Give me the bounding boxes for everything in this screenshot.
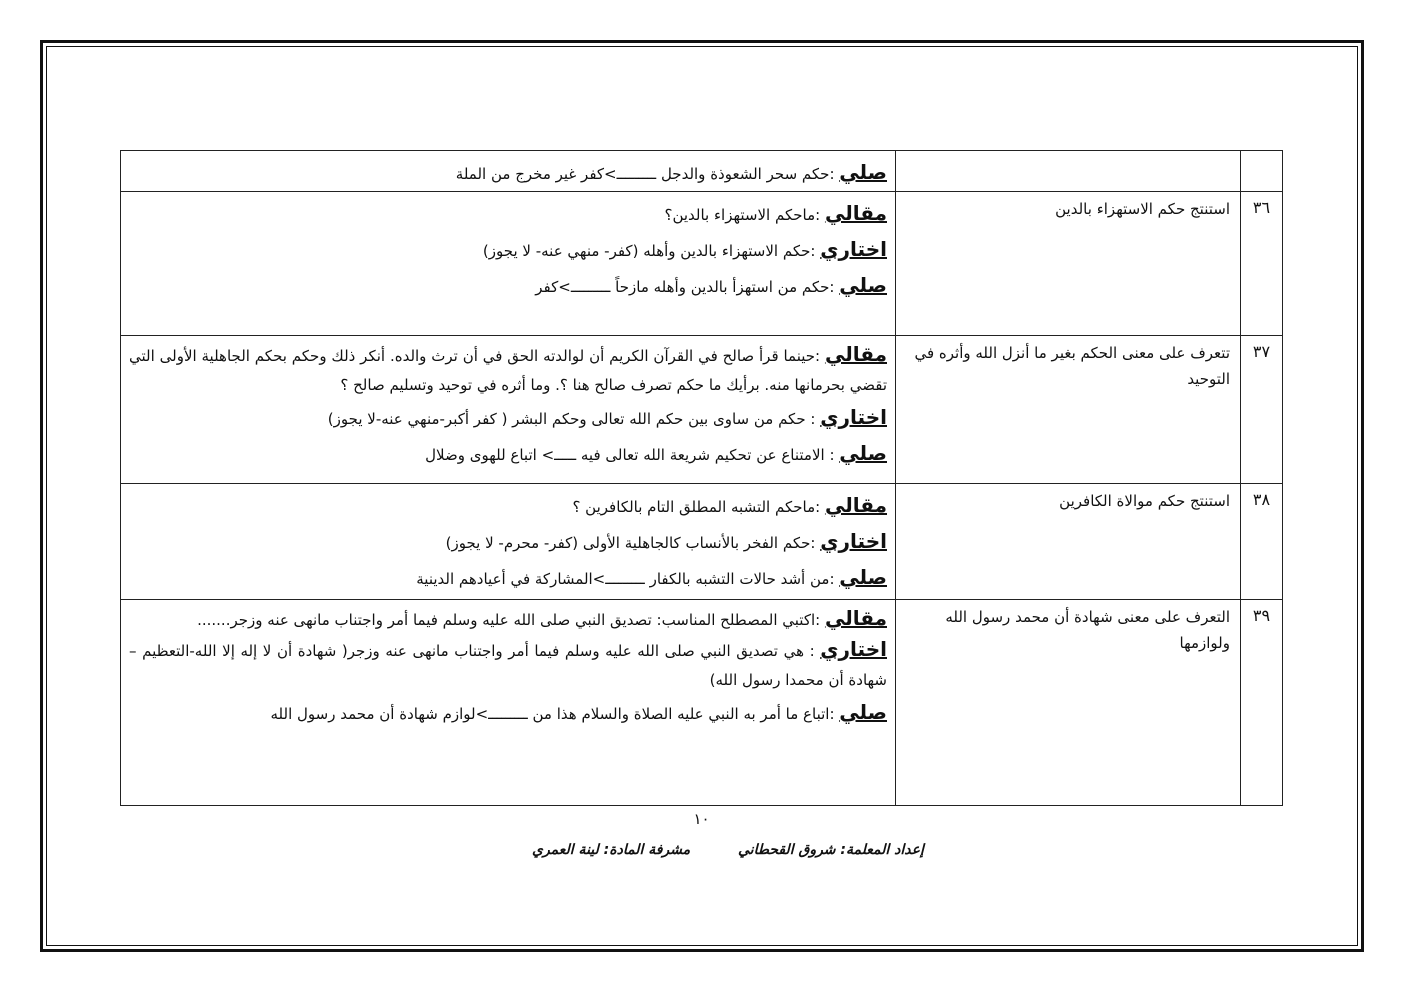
objective-text: استنتج حكم موالاة الكافرين bbox=[896, 484, 1241, 600]
objective-number: ٣٨ bbox=[1241, 484, 1283, 600]
level-label: صلي bbox=[839, 565, 887, 589]
table-row bbox=[121, 192, 1283, 336]
question-text: :ماحكم التشبه المطلق التام بالكافرين ؟ bbox=[572, 498, 825, 516]
question-line bbox=[129, 340, 887, 400]
teacher-signature: إعداد المعلمة: شروق القحطاني bbox=[738, 842, 924, 858]
level-label: اختاري bbox=[820, 405, 887, 429]
question-line bbox=[129, 524, 887, 560]
level-label: صلي bbox=[839, 273, 887, 297]
question-text: :اكتبي المصطلح المناسب: تصديق النبي صلى الله عليه وسلم فيما أمر واجتناب مانهى عنه وزجر....... bbox=[197, 611, 825, 629]
question-cell bbox=[121, 600, 896, 806]
question-cell bbox=[121, 484, 896, 600]
question-line bbox=[129, 436, 887, 472]
question-text: :حكم من استهزأ بالدين وأهله مازحاً ـــــــــ>كفر bbox=[535, 278, 840, 296]
question-line bbox=[129, 268, 887, 304]
objective-text bbox=[896, 151, 1241, 192]
question-line bbox=[129, 560, 887, 596]
question-text: :حكم سحر الشعوذة والدجل ـــــــــ>كفر غير مخرج من الملة bbox=[455, 165, 840, 183]
table-row bbox=[121, 600, 1283, 806]
question-text: : الامتناع عن تحكيم شريعة الله تعالى فيه ـــــ> اتباع للهوى وضلال bbox=[425, 446, 840, 464]
objective-text: التعرف على معنى شهادة أن محمد رسول الله ولوازمها bbox=[896, 600, 1241, 806]
question-line bbox=[129, 604, 887, 635]
table-row bbox=[121, 151, 1283, 192]
level-label: صلي bbox=[839, 700, 887, 724]
question-text: :اتباع ما أمر به النبي عليه الصلاة والسلام هذا من ـــــــــ>لوازم شهادة أن محمد رسول الله bbox=[270, 705, 840, 723]
objectives-table bbox=[120, 150, 1283, 806]
level-label: مقالي bbox=[824, 606, 887, 630]
page-number: ١٠ bbox=[693, 810, 710, 828]
objective-number: ٣٩ bbox=[1241, 600, 1283, 806]
question-line bbox=[129, 155, 887, 191]
objective-number: ٣٦ bbox=[1241, 192, 1283, 336]
question-text: :حكم الفخر بالأنساب كالجاهلية الأولى (كفر- محرم- لا يجوز) bbox=[445, 534, 821, 552]
question-line bbox=[129, 488, 887, 524]
question-line bbox=[129, 635, 887, 695]
question-text: :من أشد حالات التشبه بالكفار ـــــــــ>المشاركة في أعيادهم الدينية bbox=[416, 570, 840, 588]
question-line bbox=[129, 196, 887, 232]
question-line bbox=[129, 400, 887, 436]
level-label: مقالي bbox=[824, 493, 887, 517]
table-row bbox=[121, 484, 1283, 600]
question-cell bbox=[121, 192, 896, 336]
level-label: اختاري bbox=[820, 529, 887, 553]
level-label: صلي bbox=[839, 441, 887, 465]
level-label: مقالي bbox=[824, 201, 887, 225]
level-label: مقالي bbox=[824, 342, 887, 366]
level-label: اختاري bbox=[820, 237, 887, 261]
question-text: : هي تصديق النبي صلى الله عليه وسلم فيما أمر واجتناب مانهى عنه وزجر( شهادة أن لا إله إلا الله-التعظيم – شهادة أن محمدا رسول الله) bbox=[129, 642, 887, 689]
question-line bbox=[129, 695, 887, 731]
question-text: :ماحكم الاستهزاء بالدين؟ bbox=[664, 206, 825, 224]
question-cell bbox=[121, 151, 896, 192]
objective-number: ٣٧ bbox=[1241, 336, 1283, 484]
question-text: :حينما قرأ صالح في القرآن الكريم أن لوالدته الحق في أن ترث والده. أنكر ذلك وحكم بحكم الجاهلية الأولى التي تقضي بحرمانها منه. برأيك ما حكم تصرف صالح هنا ؟. وما أثره في توحيد وتسليم صالح ؟ bbox=[129, 347, 887, 394]
level-label: اختاري bbox=[820, 637, 887, 661]
question-line bbox=[129, 232, 887, 268]
objective-number bbox=[1241, 151, 1283, 192]
table-row bbox=[121, 336, 1283, 484]
question-text: : حكم من ساوى بين حكم الله تعالى وحكم البشر ( كفر أكبر-منهي عنه-لا يجوز) bbox=[327, 410, 821, 428]
supervisor-signature: مشرفة المادة: لينة العمري bbox=[532, 842, 691, 858]
question-text: :حكم الاستهزاء بالدين وأهله (كفر- منهي عنه- لا يجوز) bbox=[482, 242, 821, 260]
objective-text: تتعرف على معنى الحكم بغير ما أنزل الله وأثره في التوحيد bbox=[896, 336, 1241, 484]
level-label: صلي bbox=[839, 160, 887, 184]
objective-text: استنتج حكم الاستهزاء بالدين bbox=[896, 192, 1241, 336]
question-cell bbox=[121, 336, 896, 484]
